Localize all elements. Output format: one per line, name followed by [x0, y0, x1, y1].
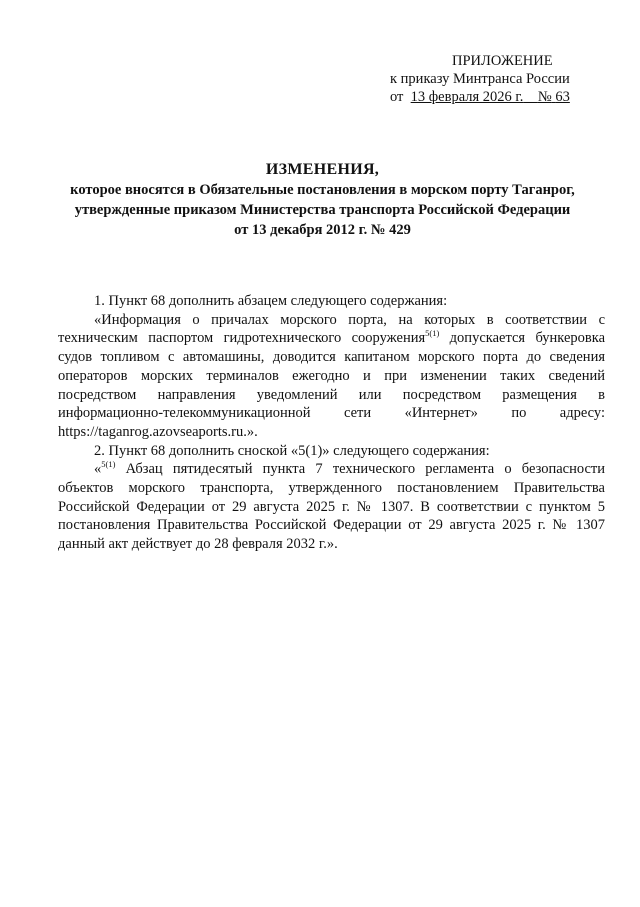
footnote-open-quote: « [94, 461, 102, 478]
heading-line-2: утвержденные приказом Министерства транспорта Российской Федерации [74, 202, 571, 218]
appendix-title: ПРИЛОЖЕНИЕ [452, 53, 553, 69]
paragraph-4 [58, 460, 605, 554]
heading-title: ИЗМЕНЕНИЯ, [265, 161, 380, 178]
paragraph-2 [58, 311, 605, 442]
footnote-text: Абзац пятидесятый пункта 7 технического регламента о безопасности объектов морского транспорта, утвержденного постановлением Правительства Российской Федерации от 29 августа 2025 г. № 1307. В соответствии с пунктом 5 постановления Правительства Российской Федерации от 29 августа 2025 г. № 1307 данный акт действует до 28 февраля 2032 г.». [58, 461, 605, 553]
heading-line-3: от 13 декабря 2012 г. № 429 [234, 222, 411, 238]
heading-line-1: которое вносятся в Обязательные постановления в морском порту Таганрог, [70, 182, 575, 198]
order-date: 13 февраля 2026 г. [410, 89, 524, 105]
appendix-block [390, 52, 610, 106]
paragraph-3: 2. Пункт 68 дополнить сноской «5(1)» следующего содержания: [94, 442, 490, 459]
document-heading [40, 160, 605, 240]
document-body [58, 292, 605, 554]
number-prefix: № [537, 89, 552, 105]
paragraph-1: 1. Пункт 68 дополнить абзацем следующего содержания: [94, 293, 448, 309]
footnote-ref: 5(1) [425, 328, 440, 339]
footnote-mark: 5(1) [101, 459, 116, 470]
appendix-date-line [390, 88, 610, 106]
paragraph-2-text-a: «Информация о причалах морского порта, на которых в соответствии с техническим паспортом гидротехнического сооружения [58, 311, 605, 347]
appendix-order-line: к приказу Минтранса России [390, 71, 570, 87]
date-prefix: от [390, 89, 404, 105]
paragraph-2-text-b: допускается бункеровка судов топливом с автомашины, доводится капитаном морского порта до сведения операторов морских терминалов ежегодно и при изменении таких сведений посредством направления уведомлений или посредством размещения в информационно-телекоммуникационной сети «Интернет» по адресу: https://taganrog.azovseaports.ru.». [58, 330, 606, 440]
order-number: 63 [555, 89, 570, 105]
